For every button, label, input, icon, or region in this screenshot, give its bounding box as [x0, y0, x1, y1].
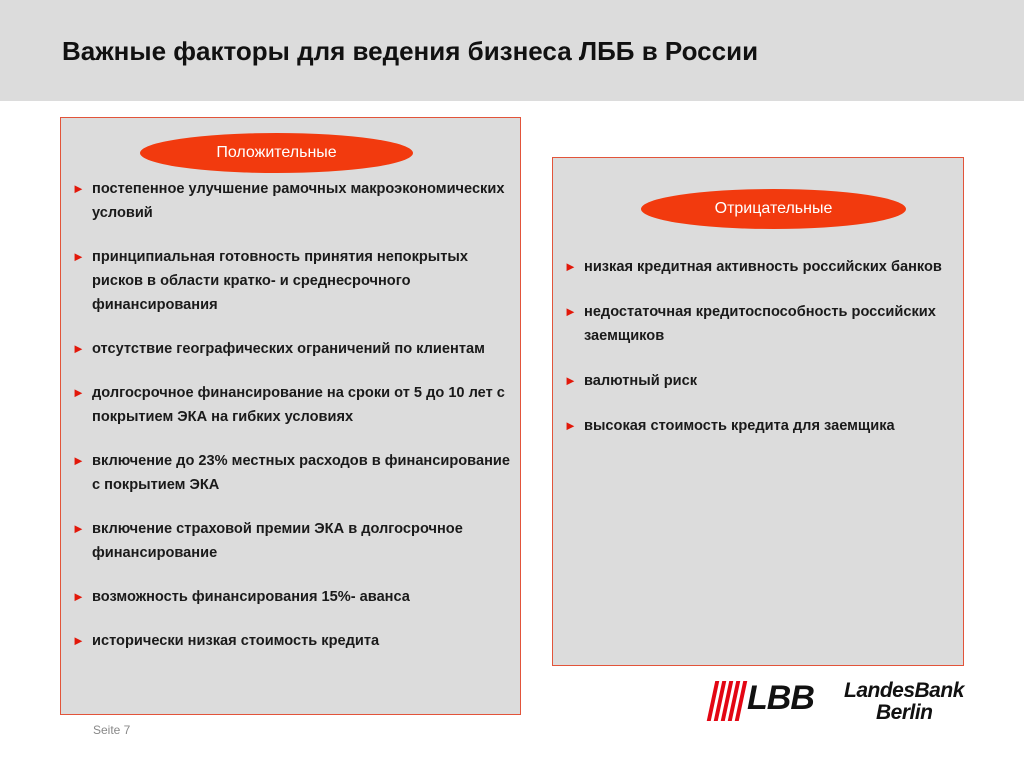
arrow-bullet-icon: ►: [564, 373, 577, 388]
list-item: [72, 449, 517, 497]
list-item: [72, 585, 517, 609]
arrow-bullet-icon: ►: [564, 304, 577, 319]
list-item-text: включение до 23% местных расходов в финансирование с покрытием ЭКА: [92, 453, 510, 493]
arrow-bullet-icon: ►: [72, 249, 85, 264]
page-number: Seite 7: [93, 723, 131, 737]
arrow-bullet-icon: ►: [72, 181, 85, 196]
arrow-bullet-icon: ►: [72, 453, 85, 468]
list-item: [564, 255, 959, 279]
landesbank-logo-line2: Berlin: [876, 701, 933, 724]
list-item-text: валютный риск: [584, 373, 698, 389]
list-item-text: включение страховой премии ЭКА в долгосрочное финансирование: [92, 521, 463, 561]
list-item: [72, 517, 517, 565]
arrow-bullet-icon: ►: [72, 385, 85, 400]
arrow-bullet-icon: ►: [72, 521, 85, 536]
list-item-text: отсутствие географических ограничений по клиентам: [92, 341, 485, 357]
list-item: [72, 177, 517, 225]
arrow-bullet-icon: ►: [564, 418, 577, 433]
arrow-bullet-icon: ►: [72, 341, 85, 356]
negative-list: [564, 255, 959, 459]
list-item-text: низкая кредитная активность российских банков: [584, 259, 942, 275]
list-item: [72, 337, 517, 361]
page-title: Важные факторы для ведения бизнеса ЛББ в России: [62, 36, 759, 66]
list-item-text: возможность финансирования 15%- аванса: [92, 589, 410, 605]
list-item: [72, 245, 517, 317]
positive-label-badge: Положительные: [140, 133, 413, 173]
arrow-bullet-icon: ►: [72, 589, 85, 604]
list-item: [564, 414, 959, 438]
landesbank-berlin-logo: [844, 680, 994, 724]
list-item-text: постепенное улучшение рамочных макроэкономических условий: [92, 181, 505, 221]
positive-list: [72, 177, 517, 673]
arrow-bullet-icon: ►: [72, 633, 85, 648]
list-item-text: высокая стоимость кредита для заемщика: [584, 418, 895, 434]
lbb-stripes-icon: [709, 681, 743, 721]
arrow-bullet-icon: ►: [564, 259, 577, 274]
list-item: [72, 629, 517, 653]
list-item: [564, 369, 959, 393]
list-item: [72, 381, 517, 429]
list-item-text: долгосрочное финансирование на сроки от 5 до 10 лет с покрытием ЭКА на гибких условиях: [92, 385, 505, 425]
list-item-text: недостаточная кредитоспособность российских заемщиков: [584, 304, 936, 344]
lbb-logo: [709, 679, 814, 721]
lbb-logo-text: LBB: [747, 679, 814, 717]
landesbank-logo-line1: LandesBank: [844, 679, 964, 702]
list-item-text: принципиальная готовность принятия непокрытых рисков в области кратко- и среднесрочного финансирования: [92, 249, 468, 313]
list-item: [564, 300, 959, 348]
list-item-text: исторически низкая стоимость кредита: [92, 633, 380, 649]
negative-label-badge: Отрицательные: [641, 189, 906, 229]
